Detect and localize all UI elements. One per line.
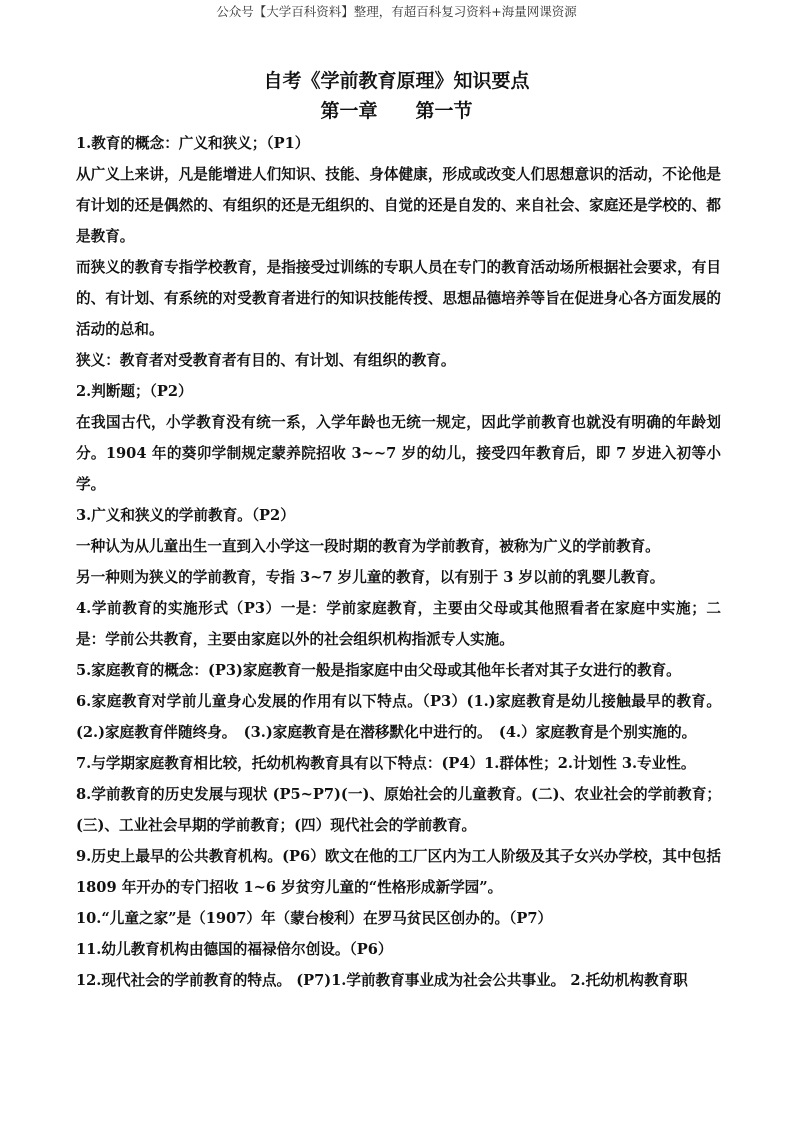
page-header: 公众号【大学百科资料】整理，有超百科复习资料+海量网课资源	[216, 4, 577, 19]
paragraph-3: 而狭义的教育专指学校教育，是指接受过训练的专职人员在专门的教育活动场所根据社会要求，有目的、有计划、有系统的对受教育者进行的知识技能传授、思想品德培养等旨在促进身心各方面发展的活动的总和。	[76, 259, 721, 338]
document-body	[76, 128, 721, 996]
paragraph-17: 11.幼儿教育机构由德国的福禄倍尔创设。（P6）	[76, 941, 393, 958]
paragraph-1: 1.教育的概念：广义和狭义；（P1）	[76, 135, 310, 152]
paragraph-5: 2.判断题；（P2）	[76, 383, 193, 400]
document-title: 自考《学前教育原理》知识要点	[263, 70, 530, 92]
paragraph-13: 7.与学期家庭教育相比较，托幼机构教育具有以下特点：(P4）1.群体性；2.计划性 3.专业性。	[76, 755, 696, 772]
paragraph-11: 5.家庭教育的概念：(P3)家庭教育一般是指家庭中由父母或其他年长者对其子女进行的教育。	[76, 662, 681, 679]
paragraph-10: 4.学前教育的实施形式（P3）一是：学前家庭教育，主要由父母或其他照看者在家庭中实施；二是：学前公共教育，主要由家庭以外的社会组织机构指派专人实施。	[76, 600, 721, 648]
paragraph-8: 一种认为从儿童出生一直到入小学这一段时期的教育为学前教育，被称为广义的学前教育。	[76, 538, 660, 555]
paragraph-15: 9.历史上最早的公共教育机构。(P6）欧文在他的工厂区内为工人阶级及其子女兴办学校，其中包括 1809 年开办的专门招收 1~6 岁贫穷儿童的“性格形成新学园”。	[76, 848, 721, 896]
chapter-heading: 第一章 第一节	[320, 100, 473, 122]
paragraph-6: 在我国古代，小学教育没有统一系，入学年龄也无统一规定，因此学前教育也就没有明确的年龄划分。1904 年的葵卯学制规定蒙养院招收 3~~7 岁的幼儿，接受四年教育后，即 7 岁进入初等小学。	[76, 414, 721, 493]
paragraph-9: 另一种则为狭义的学前教育，专指 3~7 岁儿童的教育，以有别于 3 岁以前的乳婴儿教育。	[76, 569, 665, 586]
paragraph-14: 8.学前教育的历史发展与现状 (P5~P7)(一)、原始社会的儿童教育。(二)、农业社会的学前教育；(三)、工业社会早期的学前教育；(四）现代社会的学前教育。	[76, 786, 721, 834]
paragraph-7: 3.广义和狭义的学前教育。（P2）	[76, 507, 295, 524]
paragraph-16: 10.“儿童之家”是（1907）年（蒙台梭利）在罗马贫民区创办的。（P7）	[76, 910, 553, 927]
paragraph-2: 从广义上来讲，凡是能增进人们知识、技能、身体健康，形成或改变人们思想意识的活动，不论他是有计划的还是偶然的、有组织的还是无组织的、自觉的还是自发的、来自社会、家庭还是学校的、都是教育。	[76, 166, 721, 245]
paragraph-12: 6.家庭教育对学前儿童身心发展的作用有以下特点。（P3）(1.)家庭教育是幼儿接触最早的教育。(2.)家庭教育伴随终身。 (3.)家庭教育是在潜移默化中进行的。 (4.）家庭教育是个别实施的。	[76, 693, 721, 741]
paragraph-18: 12.现代社会的学前教育的特点。 (P7)1.学前教育事业成为社会公共事业。 2.托幼机构教育职	[76, 972, 688, 989]
paragraph-4: 狭义：教育者对受教育者有目的、有计划、有组织的教育。	[76, 352, 456, 369]
